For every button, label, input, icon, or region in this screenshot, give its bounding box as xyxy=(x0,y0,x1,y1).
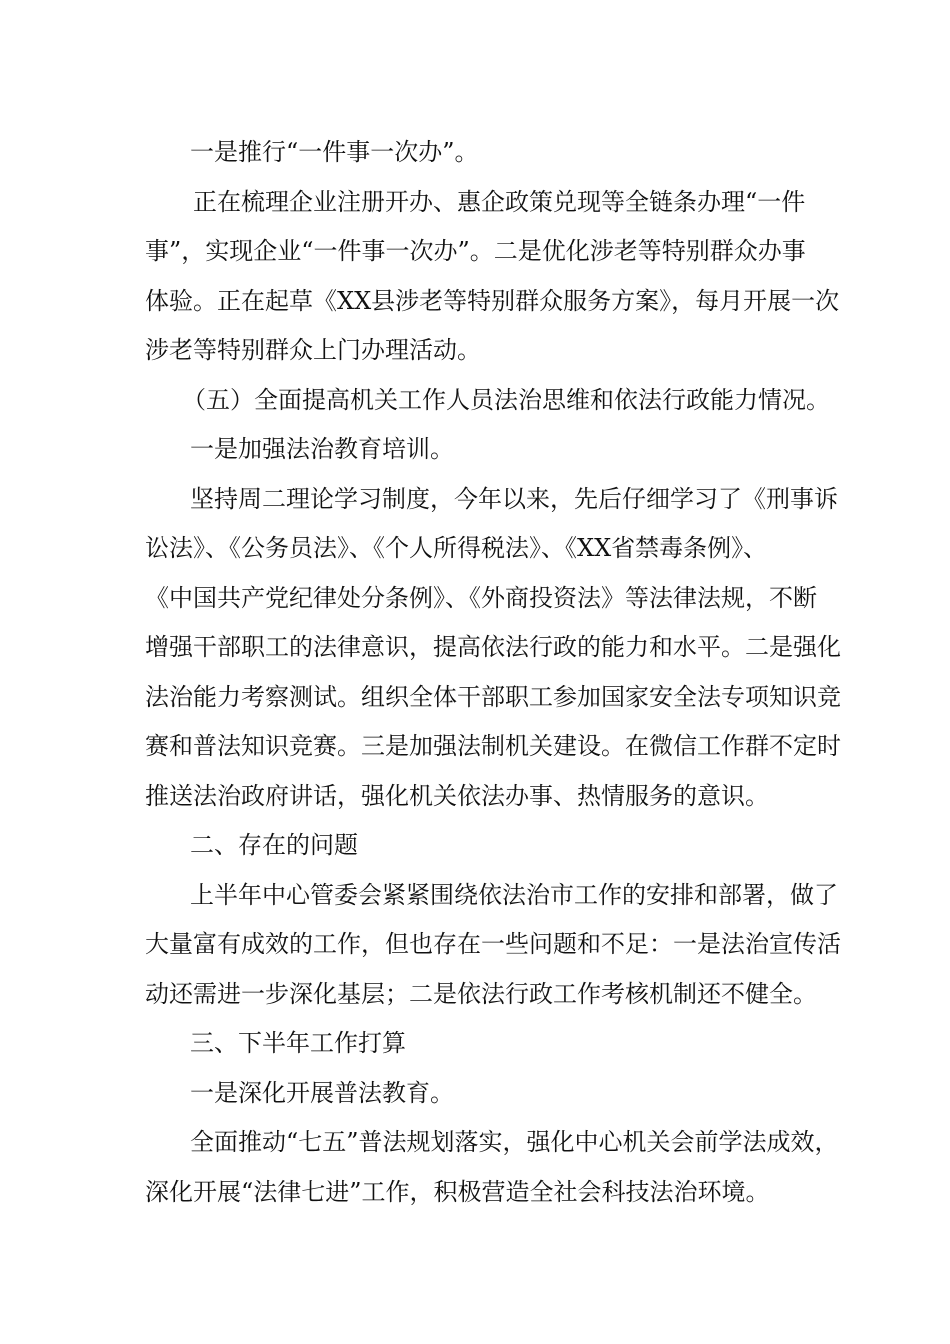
paragraph-line: 深化开展“法律七进”工作，积极营造全社会科技法治环境。 xyxy=(145,1178,770,1206)
paragraph-line: 一是加强法治教育培训。 xyxy=(190,435,454,463)
paragraph-line: 涉老等特别群众上门办理活动。 xyxy=(145,336,481,364)
paragraph-line: 正在梳理企业注册开办、惠企政策兑现等全链条办理“一件 xyxy=(193,188,806,216)
paragraph-line: 大量富有成效的工作，但也存在一些问题和不足：一是法治宣传活 xyxy=(145,930,841,958)
paragraph-line: 赛和普法知识竞赛。三是加强法制机关建设。在微信工作群不定时 xyxy=(145,732,841,760)
paragraph-line: 法治能力考察测试。组织全体干部职工参加国家安全法专项知识竞 xyxy=(145,683,841,711)
paragraph-line: 事”，实现企业“一件事一次办”。二是优化涉老等特别群众办事 xyxy=(145,237,806,265)
paragraph-line: 增强干部职工的法律意识，提高依法行政的能力和水平。二是强化 xyxy=(145,633,841,661)
paragraph-line: 《中国共产党纪律处分条例》、《外商投资法》等法律法规，不断 xyxy=(145,584,817,612)
paragraph-line: 坚持周二理论学习制度，今年以来，先后仔细学习了《刑事诉 xyxy=(190,485,838,513)
section-heading: 三、下半年工作打算 xyxy=(190,1029,406,1057)
paragraph-line: 全面推动“七五”普法规划落实，强化中心机关会前学法成效， xyxy=(190,1128,839,1156)
paragraph-line: 讼法》、《公务员法》、《个人所得税法》、《XX省禁毒条例》、 xyxy=(145,534,768,562)
paragraph-line: 上半年中心管委会紧紧围绕依法治市工作的安排和部署，做了 xyxy=(190,881,838,909)
paragraph-line: 动还需进一步深化基层；二是依法行政工作考核机制还不健全。 xyxy=(145,980,817,1008)
paragraph-line: 一是推行“一件事一次办”。 xyxy=(190,138,479,166)
section-heading: 二、存在的问题 xyxy=(190,831,358,859)
section-heading: （五）全面提高机关工作人员法治思维和依法行政能力情况。 xyxy=(182,386,830,414)
paragraph-line: 体验。正在起草《XX县涉老等特别群众服务方案》，每月开展一次 xyxy=(145,287,840,315)
paragraph-line: 推送法治政府讲话，强化机关依法办事、热情服务的意识。 xyxy=(145,782,769,810)
paragraph-line: 一是深化开展普法教育。 xyxy=(190,1079,454,1107)
